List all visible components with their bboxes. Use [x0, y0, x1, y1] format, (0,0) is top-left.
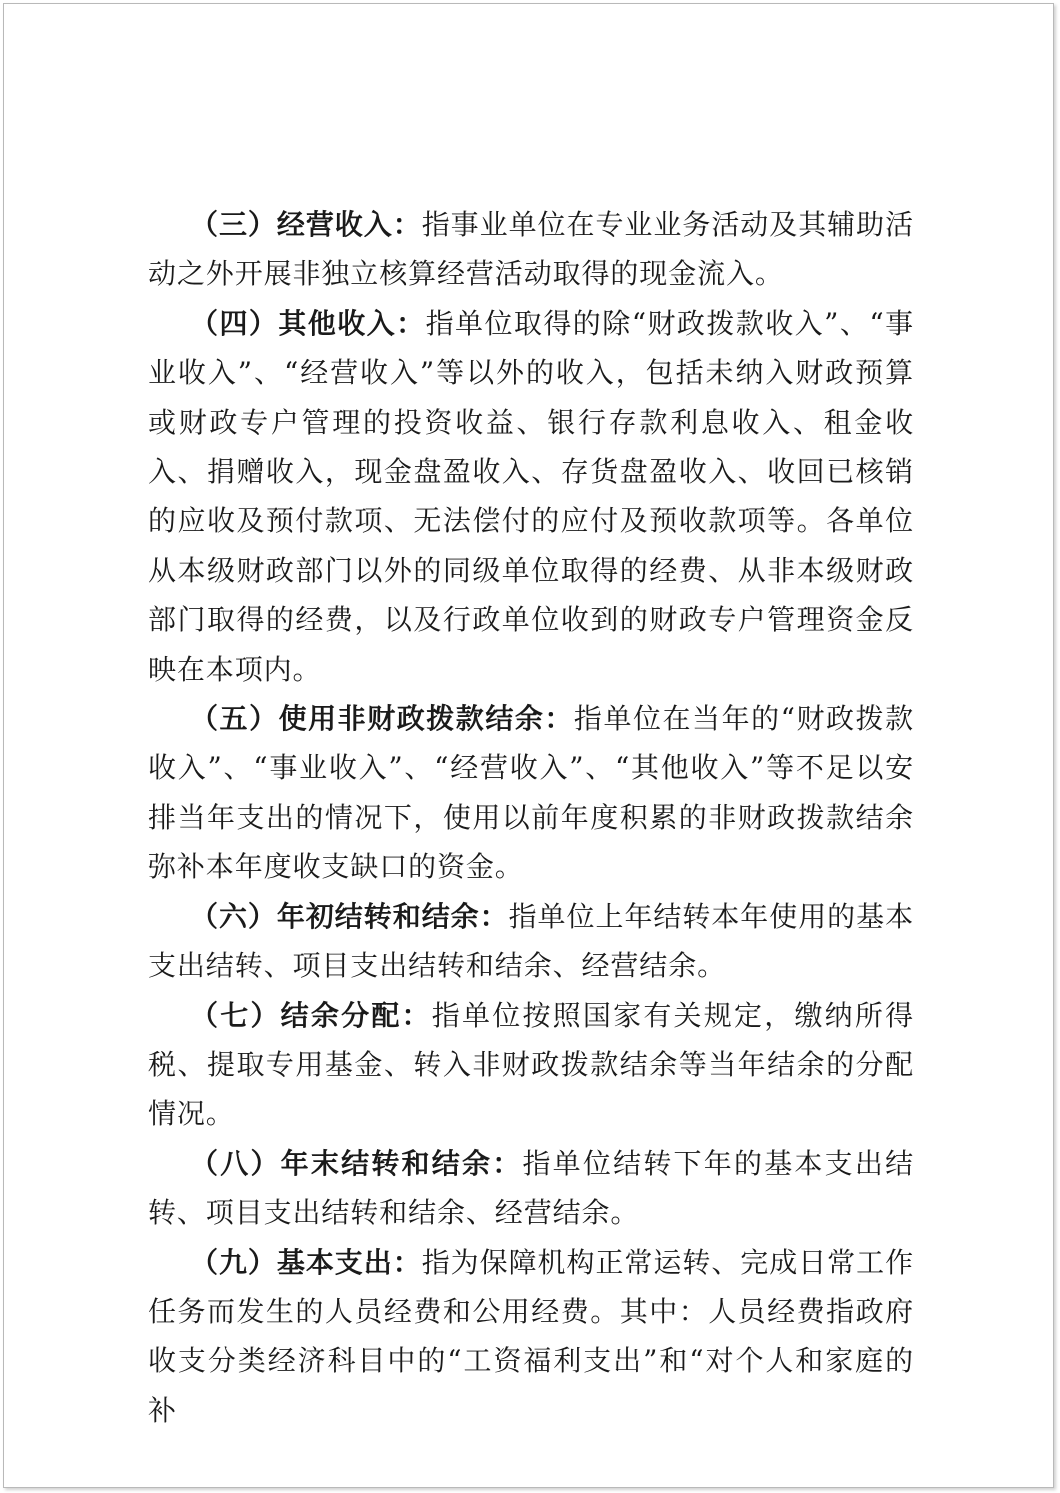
paragraph-text: 指单位上年结转本年使用的基本支出结转、项目支出结转和结余、经营结余。	[148, 899, 914, 983]
paragraph-term: （三）经营收入：	[190, 208, 422, 241]
paragraph-text: 指单位按照国家有关规定，缴纳所得税、提取专用基金、转入非财政拨款结余等当年结余的分配情况。	[148, 998, 915, 1131]
paragraph-term: （九）基本支出：	[190, 1245, 422, 1279]
paragraph-term: （五）使用非财政拨款结余：	[190, 702, 574, 736]
paragraph-text: 指单位在当年的“财政拨款收入”、“事业收入”、“经营收入”、“其他收入”等不足以安排当年支出的情况下，使用以前年度积累的非财政拨款结余弥补本年度收支缺口的资金。	[148, 702, 914, 884]
paragraph-text: 指为保障机构正常运转、完成日常工作任务而发生的人员经费和公用经费。其中：人员经费指政府收支分类经济科目中的“工资福利支出”和“对个人和家庭的补	[148, 1245, 914, 1427]
paragraph-basic-expenditure	[148, 1238, 914, 1436]
paragraph-text: 指单位取得的除“财政拨款收入”、“事业收入”、“经营收入”等以外的收入，包括未纳入财政预算或财政专户管理的投资收益、银行存款利息收入、租金收入、捐赠收入，现金盘盈收入、存货盘盈收入、收回已核销的应收及预付款项、无法偿付的应付及预收款项等。各单位从本级财政部门以外的同级单位取得的经费、从非本级财政部门取得的经费，以及行政单位收到的财政专户管理资金反映在本项内。	[148, 306, 914, 686]
paragraph-term: （八）年末结转和结余：	[190, 1146, 523, 1180]
paragraph-opening-carryover	[148, 892, 914, 991]
paragraph-text: 指事业单位在专业业务活动及其辅助活动之外开展非独立核算经营活动取得的现金流入。	[148, 208, 914, 291]
paragraph-term: （四）其他收入：	[190, 306, 426, 340]
paragraph-other-income	[148, 299, 914, 694]
paragraph-surplus-distribution	[148, 991, 914, 1139]
paragraph-use-of-non-fiscal-surplus	[148, 694, 914, 892]
paragraph-closing-carryover	[148, 1139, 914, 1238]
paragraph-term: （六）年初结转和结余：	[190, 899, 509, 933]
document-body	[148, 200, 914, 1435]
paragraph-term: （七）结余分配：	[190, 998, 432, 1032]
paragraph-text: 指单位结转下年的基本支出结转、项目支出结转和结余、经营结余。	[148, 1146, 914, 1230]
document-page	[3, 3, 1054, 1488]
paragraph-operating-income	[148, 200, 914, 299]
